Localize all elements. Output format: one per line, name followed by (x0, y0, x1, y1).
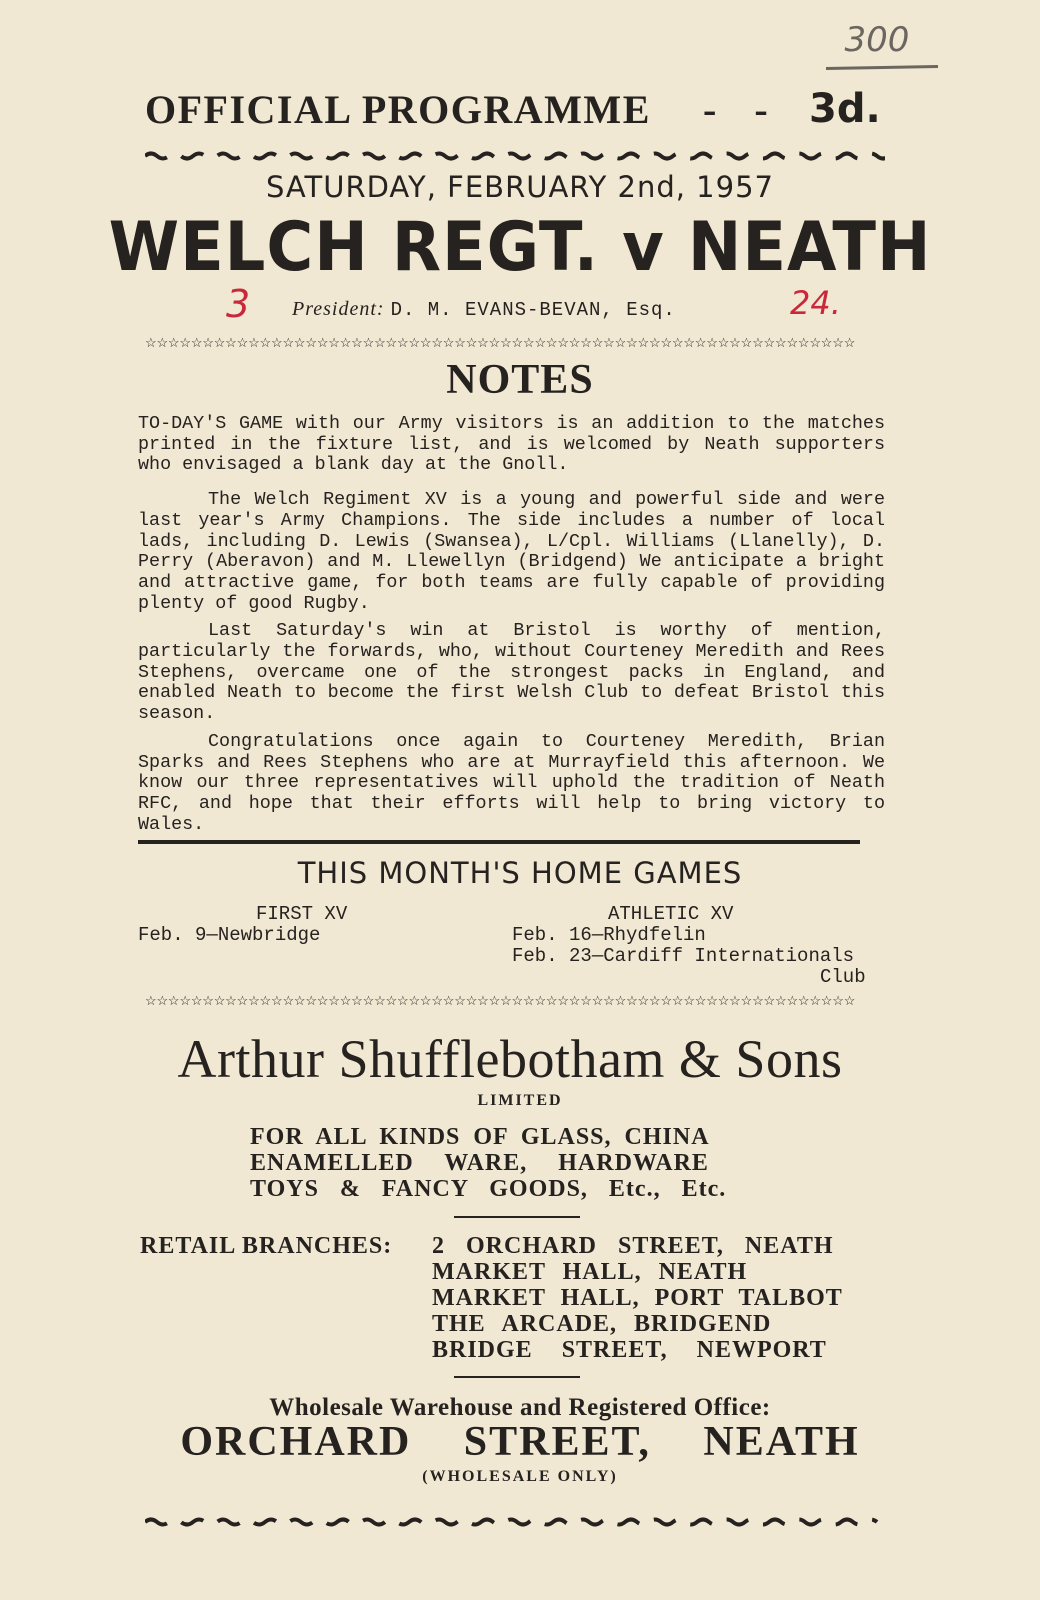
home-games-heading: THIS MONTH'S HOME GAMES (297, 856, 743, 890)
notes-paragraph-1: TO-DAY'S GAME with our Army visitors is an addition to the matches printed in the fixture list, and is welcomed by Neath supporters who envisaged a blank day at the Gnoll. (138, 413, 885, 476)
star-border-bottom: ☆☆☆☆☆☆☆☆☆☆☆☆☆☆☆☆☆☆☆☆☆☆☆☆☆☆☆☆☆☆☆☆☆☆☆☆☆☆☆☆☆☆☆☆☆☆☆☆☆☆☆☆☆☆☆☆☆☆☆☆☆☆ (145, 994, 856, 1008)
programme-dashes: - - (703, 87, 782, 132)
wavy-divider-top (145, 150, 885, 162)
notes-heading: NOTES (446, 357, 594, 403)
advert-company-name: Arthur Shufflebotham & Sons (177, 1029, 843, 1089)
branch-item: MARKET HALL, NEATH (432, 1259, 748, 1285)
star-border-top: ☆☆☆☆☆☆☆☆☆☆☆☆☆☆☆☆☆☆☆☆☆☆☆☆☆☆☆☆☆☆☆☆☆☆☆☆☆☆☆☆☆☆☆☆☆☆☆☆☆☆☆☆☆☆☆☆☆☆☆☆☆☆ (145, 336, 856, 350)
advert-goods-line: FOR ALL KINDS OF GLASS, CHINA (250, 1124, 710, 1150)
programme-title: OFFICIAL PROGRAMME (145, 87, 651, 132)
pencil-underline (826, 65, 938, 70)
advert-limited: LIMITED (477, 1092, 563, 1109)
athletic-xv-fixture: Feb. 23—Cardiff Internationals (512, 945, 855, 967)
wholesale-label: Wholesale Warehouse and Registered Office: (269, 1394, 771, 1421)
handwritten-number: 300 (844, 20, 910, 60)
notes-paragraph-4: Congratulations once again to Courteney Meredith, Brian Sparks and Rees Stephens who are at Murrayfield this afternoon. We know our three representatives will uphold the tradition of Neath RFC, and hope that their efforts will help to bring victory to Wales. (138, 730, 885, 835)
programme-price: 3d. (809, 86, 881, 132)
branches-label: RETAIL BRANCHES: (140, 1233, 393, 1259)
first-xv-fixture: Feb. 9—Newbridge (138, 924, 321, 946)
wholesale-note: (WHOLESALE ONLY) (422, 1468, 618, 1485)
branches-list (432, 1233, 872, 1363)
advert-goods-line: ENAMELLED WARE, HARDWARE (250, 1150, 709, 1176)
notes-paragraph-3: Last Saturday's win at Bristol is worthy of mention, particularly the forwards, who, without Courteney Meredith and Rees Stephens, overcame one of the strongest packs in England, and enabled Neath to become the first Welsh Club to defeat Bristol this season. (138, 620, 885, 725)
branch-item: MARKET HALL, PORT TALBOT (432, 1285, 843, 1311)
wholesale-address: ORCHARD STREET, NEATH (180, 1419, 860, 1465)
athletic-xv-fixture: Feb. 16—Rhydfelin (512, 924, 706, 946)
president-name: D. M. EVANS-BEVAN, Esq. (390, 299, 676, 321)
match-date: SATURDAY, FEBRUARY 2nd, 1957 (265, 170, 774, 204)
match-title: WELCH REGT. v NEATH (108, 208, 932, 287)
short-rule (454, 1376, 580, 1378)
away-score-handwritten: 24. (790, 284, 841, 322)
advert-goods (250, 1124, 760, 1202)
wavy-divider-bottom (145, 1516, 885, 1528)
first-xv-label: FIRST XV (256, 903, 348, 925)
short-rule (454, 1216, 580, 1218)
athletic-xv-label: ATHLETIC XV (608, 903, 734, 925)
athletic-xv-fixture: Club (820, 966, 866, 988)
branch-item: THE ARCADE, BRIDGEND (432, 1311, 772, 1337)
home-score-handwritten: 3 (226, 282, 251, 326)
advert-goods-line: TOYS & FANCY GOODS, Etc., Etc. (250, 1176, 727, 1202)
branch-item: BRIDGE STREET, NEWPORT (432, 1337, 827, 1363)
branch-item: 2 ORCHARD STREET, NEATH (432, 1233, 834, 1259)
president-line (292, 298, 752, 321)
programme-title-row (145, 86, 885, 136)
section-rule (138, 840, 860, 844)
president-label: President: (292, 298, 385, 320)
notes-body (138, 414, 885, 842)
notes-paragraph-2: The Welch Regiment XV is a young and powerful side and were last year's Army Champions. The side includes a number of local lads, including D. Lewis (Swansea), L/Cpl. Williams (Llanelly), D. Perry (Aberavon) and M. Llewellyn (Bridgend) We anticipate a bright and attractive game, for both teams are fully capable of providing plenty of good Rugby. (138, 489, 885, 614)
